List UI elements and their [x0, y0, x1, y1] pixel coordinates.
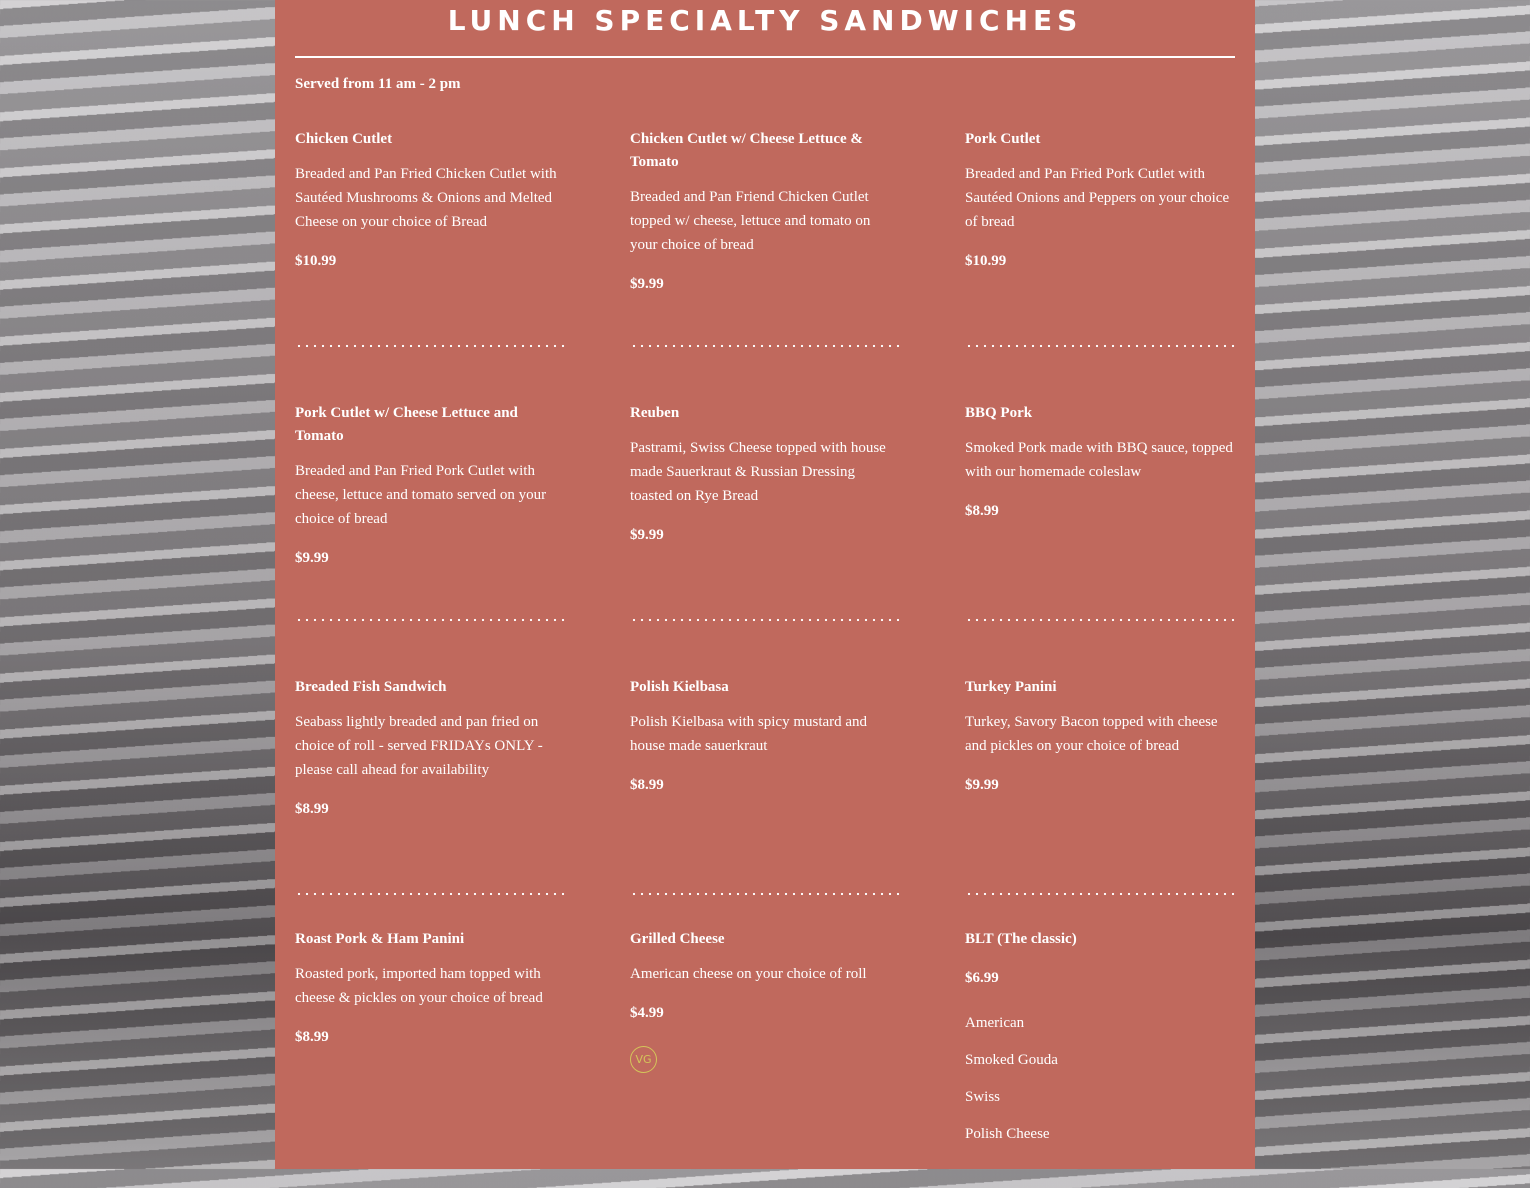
menu-item — [295, 402, 565, 676]
menu-item — [295, 676, 565, 928]
cheese-option: Swiss — [965, 1089, 1001, 1105]
item-description: Seabass lightly breaded and pan fried on choice of roll - served FRIDAYs ONLY - please call ahead for availability — [295, 714, 543, 778]
item-price: $9.99 — [630, 276, 664, 292]
dotted-divider — [630, 892, 900, 896]
item-name: Grilled Cheese — [630, 931, 725, 947]
item-price: $9.99 — [630, 527, 664, 543]
item-name: Chicken Cutlet — [295, 131, 393, 147]
item-name: Pork Cutlet — [965, 131, 1041, 147]
menu-item — [630, 402, 900, 676]
menu-panel — [275, 0, 1255, 1169]
item-name: BLT (The classic) — [965, 931, 1077, 947]
menu-item — [630, 928, 900, 1188]
dotted-divider — [295, 618, 565, 622]
title-divider — [295, 56, 1235, 58]
item-price: $6.99 — [965, 970, 999, 986]
menu-grid — [295, 128, 1235, 1188]
menu-item — [630, 128, 900, 402]
menu-item — [630, 676, 900, 928]
item-description: Pastrami, Swiss Cheese topped with house made Sauerkraut & Russian Dressing toasted on Rye Bread — [630, 440, 886, 504]
item-description: Breaded and Pan Fried Chicken Cutlet with Sautéed Mushrooms & Onions and Melted Cheese on your choice of Bread — [295, 166, 557, 230]
item-name: Chicken Cutlet w/ Cheese Lettuce & Tomato — [630, 131, 863, 170]
item-description: Turkey, Savory Bacon topped with cheese and pickles on your choice of bread — [965, 714, 1218, 754]
menu-item — [965, 128, 1235, 402]
item-name: Reuben — [630, 405, 680, 421]
section-title: LUNCH SPECIALTY SANDWICHES — [447, 4, 1083, 37]
dotted-divider — [630, 618, 900, 622]
dotted-divider — [965, 344, 1235, 348]
item-price: $10.99 — [965, 253, 1007, 269]
vegetarian-badge-icon: VG — [630, 1046, 657, 1073]
menu-item — [295, 928, 565, 1188]
cheese-option: Polish Cheese — [965, 1126, 1050, 1142]
menu-item — [965, 676, 1235, 928]
item-price: $10.99 — [295, 253, 337, 269]
dotted-divider — [295, 892, 565, 896]
item-description: American cheese on your choice of roll — [630, 966, 867, 982]
item-name: Pork Cutlet w/ Cheese Lettuce and Tomato — [295, 405, 518, 444]
dotted-divider — [295, 344, 565, 348]
item-name: Turkey Panini — [965, 679, 1057, 695]
menu-item — [965, 928, 1235, 1188]
item-description: Roasted pork, imported ham topped with cheese & pickles on your choice of bread — [295, 966, 543, 1006]
cheese-options — [965, 1013, 1235, 1144]
item-name: Polish Kielbasa — [630, 679, 729, 695]
item-price: $9.99 — [965, 777, 999, 793]
item-description: Smoked Pork made with BBQ sauce, topped with our homemade coleslaw — [965, 440, 1233, 480]
dotted-divider — [630, 344, 900, 348]
menu-item — [965, 402, 1235, 676]
dotted-divider — [965, 892, 1235, 896]
cheese-option: American — [965, 1015, 1025, 1031]
item-name: Roast Pork & Ham Panini — [295, 931, 465, 947]
item-price: $4.99 — [630, 1005, 664, 1021]
item-description: Breaded and Pan Friend Chicken Cutlet topped w/ cheese, lettuce and tomato on your choice of bread — [630, 189, 871, 253]
item-price: $8.99 — [630, 777, 664, 793]
item-price: $8.99 — [965, 503, 999, 519]
dotted-divider — [965, 618, 1235, 622]
item-price: $8.99 — [295, 1029, 329, 1045]
item-description: Polish Kielbasa with spicy mustard and house made sauerkraut — [630, 714, 868, 754]
item-price: $9.99 — [295, 550, 329, 566]
served-hours: Served from 11 am - 2 pm — [295, 76, 461, 92]
item-description: Breaded and Pan Fried Pork Cutlet with Sautéed Onions and Peppers on your choice of bread — [965, 166, 1230, 230]
cheese-option: Smoked Gouda — [965, 1052, 1058, 1068]
item-price: $8.99 — [295, 801, 329, 817]
item-description: Breaded and Pan Fried Pork Cutlet with cheese, lettuce and tomato served on your choice of bread — [295, 463, 547, 527]
item-name: Breaded Fish Sandwich — [295, 679, 447, 695]
menu-item — [295, 128, 565, 402]
item-name: BBQ Pork — [965, 405, 1033, 421]
